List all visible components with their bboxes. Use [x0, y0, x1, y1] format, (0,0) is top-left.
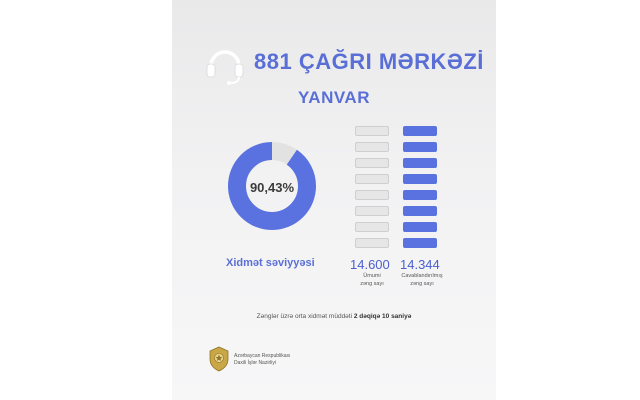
page-title: 881 ÇAĞRI MƏRKƏZİ: [254, 49, 484, 74]
answered-calls-caption: [392, 272, 452, 288]
headset-icon: [202, 42, 248, 88]
bar-segment: [355, 222, 389, 232]
average-service-time: [172, 313, 496, 320]
infographic-card: [172, 0, 496, 400]
bar-segment: [403, 206, 437, 216]
bar-segment: [355, 158, 389, 168]
organization-line1: Azərbaycan Respublikası: [234, 353, 291, 359]
bar-segment: [403, 238, 437, 248]
answered-calls-bars: [403, 126, 441, 254]
bar-segment: [355, 238, 389, 248]
average-service-time-prefix: Zənglər üzrə orta xidmət müddəti: [256, 313, 354, 320]
bar-segment: [403, 174, 437, 184]
average-service-time-value: 2 dəqiqə 10 saniyə: [353, 313, 412, 320]
answered-calls-caption-line1: Cavablandırılmış: [401, 273, 443, 279]
bar-segment: [355, 190, 389, 200]
bar-segment: [403, 190, 437, 200]
ministry-emblem-icon: [208, 346, 230, 372]
bar-segment: [403, 126, 437, 136]
month-label: YANVAR: [298, 88, 370, 107]
bar-segment: [403, 222, 437, 232]
bar-segment: [403, 158, 437, 168]
bar-segment: [355, 142, 389, 152]
bar-segment: [355, 126, 389, 136]
total-calls-caption-line2: zəng sayı: [360, 281, 384, 287]
total-calls-caption-line1: Ümumi: [363, 273, 381, 279]
bar-segment: [355, 174, 389, 184]
organization-line2: Daxili İşlər Nazirliyi: [234, 360, 276, 366]
bar-segment: [355, 206, 389, 216]
service-level-percent: 90,43%: [249, 180, 295, 195]
organization-name: [234, 353, 290, 367]
total-calls-value: 14.600: [350, 257, 390, 272]
bar-segment: [403, 142, 437, 152]
service-level-label: Xidmət səviyyəsi: [226, 257, 315, 269]
total-calls-bars: [355, 126, 393, 254]
answered-calls-value: 14.344: [400, 257, 440, 272]
answered-calls-caption-line2: zəng sayı: [410, 281, 434, 287]
